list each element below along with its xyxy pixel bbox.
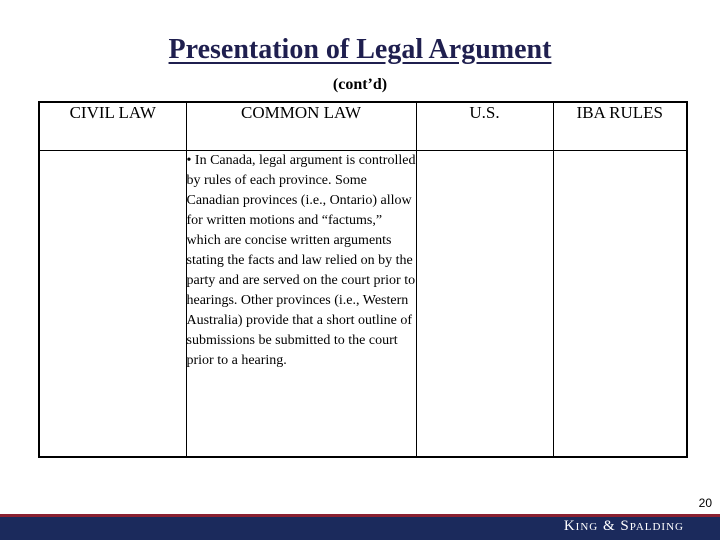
slide-subtitle: (cont’d): [332, 76, 388, 93]
header-iba-rules: IBA RULES: [553, 102, 687, 150]
footer-accent-line: [0, 514, 720, 517]
cell-common-law: • In Canada, legal argument is controlled by rules of each province. Some Canadian provinces (i.e., Ontario) allow for written motions and “factums,” which are concise written arguments stating the facts and law relied on by the party and are served on the court prior to hearings. Other provinces (i.e., Western Australia) provide that a short outline of submissions be submitted to the court prior to a hearing.: [186, 150, 416, 457]
header-us: U.S.: [416, 102, 553, 150]
brand-logo: King & Spalding: [563, 518, 684, 534]
page-number: 20: [698, 496, 712, 510]
cell-civil-law: [39, 150, 186, 457]
comparison-table: [38, 101, 688, 458]
header-civil-law: CIVIL LAW: [39, 102, 186, 150]
header-common-law: COMMON LAW: [186, 102, 416, 150]
cell-us: [416, 150, 553, 457]
table-row: [39, 150, 687, 457]
slide-title: Presentation of Legal Argument: [168, 34, 552, 65]
table-header-row: [39, 102, 687, 150]
cell-iba-rules: [553, 150, 687, 457]
